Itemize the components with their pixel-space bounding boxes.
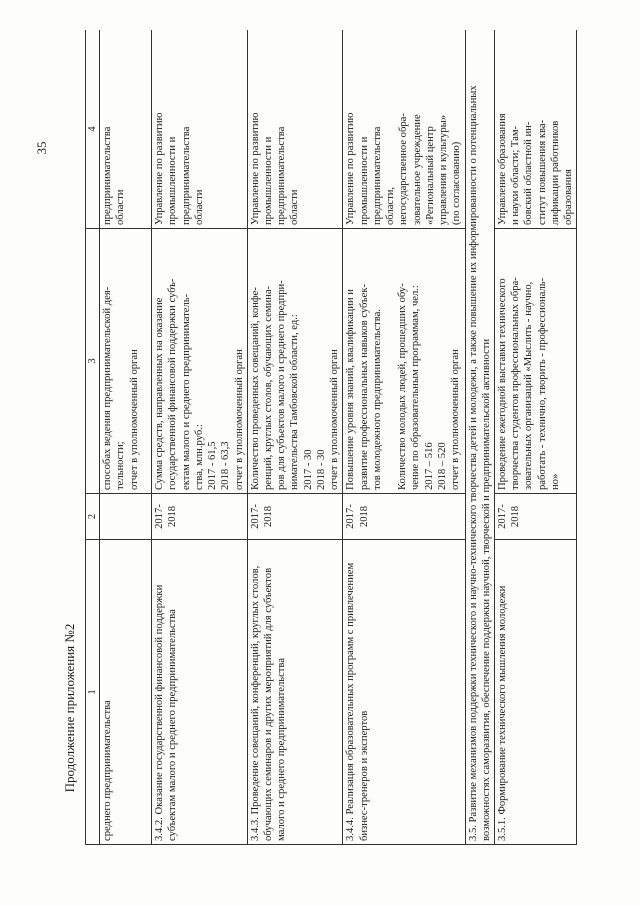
table-row — [100, 30, 152, 845]
executor-line: области — [193, 189, 205, 225]
indicator-line: Проведение ежегодной выставки технического — [496, 278, 508, 490]
activity-cell: среднего предпринимательства — [100, 540, 152, 845]
indicator-line: 2017 - 30 — [302, 449, 314, 490]
indicator-cell — [152, 229, 248, 494]
indicator-line: способах ведения предпринимательской дея- — [102, 286, 114, 490]
executor-line: управления и культуры» — [438, 114, 450, 225]
indicator-line: отчет в уполномоченный орган — [329, 349, 341, 490]
executor-line: промышленности и — [358, 136, 370, 225]
activity-cell: 3.4.4. Реализация образовательных программ с привлечением бизнес-тренеров и экспертов — [343, 540, 465, 845]
indicator-line: тов молодежного предпринимательства. — [371, 309, 383, 490]
column-number-2: 2 — [86, 494, 100, 540]
activity-plan-table — [85, 30, 577, 845]
executor-cell — [100, 30, 152, 229]
indicator-line: ства, млн.руб.: — [193, 424, 205, 490]
activity-cell: 3.4.3. Проведение совещаний, конференций, круглых столов, обучающих семинаров и других мероприятий для субъектов малого и среднего предпринимательства — [247, 540, 343, 845]
executor-line: области — [115, 189, 127, 225]
indicator-line: Количество молодых людей, прошедших обу- — [397, 283, 409, 490]
indicator-cell — [494, 229, 576, 494]
executor-line: Управление образования — [496, 113, 508, 225]
executor-line: Управление по развитию — [249, 112, 261, 225]
indicator-line: 2018 – 520 — [436, 442, 448, 490]
table-row — [247, 30, 343, 845]
executor-line: зовательное учреждение — [411, 114, 423, 225]
period-cell: 2017-2018 — [247, 494, 343, 540]
executor-cell — [152, 30, 248, 229]
indicator-line: нимательства Тамбовской области, ед.: — [289, 314, 301, 490]
indicator-line: отчет в уполномоченный орган — [233, 349, 245, 490]
indicator-line: зовательных организаций «Мыслить - научно, — [523, 281, 535, 490]
executor-line: области, — [385, 186, 397, 225]
indicator-line: работать - технично, творить - профессиональ- — [536, 277, 548, 490]
indicator-cell — [100, 229, 152, 494]
executor-line: бовский областной ин- — [523, 121, 535, 225]
executor-line: «Региональный центр — [424, 126, 436, 225]
rotated-table-area — [85, 30, 630, 845]
indicator-line: чение по образовательным программам, чел.: — [410, 285, 422, 490]
indicator-line: Количество проведенных совещаний, конфе- — [249, 287, 261, 490]
indicator-line: 2017 - 61,5 — [207, 441, 219, 490]
executor-line: и науки области; Там- — [510, 125, 522, 225]
indicator-cell — [247, 229, 343, 494]
indicator-line: государственной финансовой поддержки субъ- — [167, 278, 179, 490]
indicator-line: ектам малого и среднего предприниматель- — [180, 293, 192, 490]
column-number-4: 4 — [86, 30, 100, 229]
activity-cell: 3.5.1. Формирование технического мышления молодежи — [494, 540, 576, 845]
column-number-3: 3 — [86, 229, 100, 494]
indicator-line: но» — [549, 473, 561, 490]
executor-cell — [343, 30, 465, 229]
column-number-1: 1 — [86, 540, 100, 845]
executor-line: промышленности и — [167, 136, 179, 225]
executor-cell — [247, 30, 343, 229]
executor-line: ститут повышения ква- — [536, 119, 548, 225]
executor-line: негосударственное обра- — [398, 113, 410, 225]
indicator-line: творчества студентов профессиональных обра- — [510, 277, 522, 490]
period-cell: 2017-2018 — [152, 494, 248, 540]
indicator-line: ренций, круглых столов, обучающих семина- — [263, 285, 274, 490]
indicator-line: тельности; — [115, 441, 127, 490]
indicator-line: Повышение уровня знаний, квалификации и — [345, 289, 357, 490]
indicator-line: отчет в уполномоченный орган — [128, 349, 140, 490]
column-number-row — [86, 30, 100, 845]
table-row — [494, 30, 576, 845]
indicator-line: 2017 – 516 — [423, 442, 435, 490]
section-heading: 3.5. Развитие механизмов поддержки технического и научно-технического творчества детей и молодежи, а также повышение их информированности о потенциальных возможностях саморазвития, обеспечение поддержки научной, творческой и предпринимательской активности — [465, 30, 494, 845]
executor-line: лификации работников — [549, 120, 561, 225]
indicator-line: Сумма средств, направленных на оказание — [154, 297, 166, 490]
indicator-cell — [343, 229, 465, 494]
indicator-line: развитие профессиональных навыков субъек- — [358, 283, 370, 490]
period-cell: 2017-2018 — [343, 494, 465, 540]
appendix-continuation-note: Продолжение приложения №2 — [62, 623, 77, 793]
executor-line: предпринимательства — [371, 126, 383, 225]
table-row — [343, 30, 465, 845]
period-cell: 2017-2018 — [494, 494, 576, 540]
table-frame — [85, 30, 630, 845]
executor-line: промышленности и — [263, 136, 274, 225]
section-row — [465, 30, 494, 845]
indicator-line: отчет в уполномоченный орган — [450, 349, 462, 490]
executor-line: предпринимательства — [276, 126, 288, 225]
indicator-line: ров для субъектов малого и среднего предпри- — [276, 280, 288, 490]
executor-line: предпринимательства — [180, 126, 192, 225]
paragraph-gap — [384, 232, 396, 490]
executor-line: образования — [563, 169, 575, 225]
executor-line: предпринимательства — [102, 126, 114, 225]
executor-line: Управление по развитию — [345, 112, 357, 225]
executor-cell — [494, 30, 576, 229]
activity-cell: 3.4.2. Оказание государственной финансовой поддержки субъектам малого и среднего предпринимательства — [152, 540, 248, 845]
table-row — [152, 30, 248, 845]
indicator-line: 2018 - 63,3 — [220, 441, 232, 490]
page-number: 35 — [34, 141, 49, 155]
period-cell — [100, 494, 152, 540]
indicator-line: 2018 - 30 — [315, 449, 327, 490]
executor-line: (по согласованию) — [451, 141, 463, 225]
executor-line: Управление по развитию — [154, 112, 166, 225]
executor-line: области — [289, 189, 301, 225]
